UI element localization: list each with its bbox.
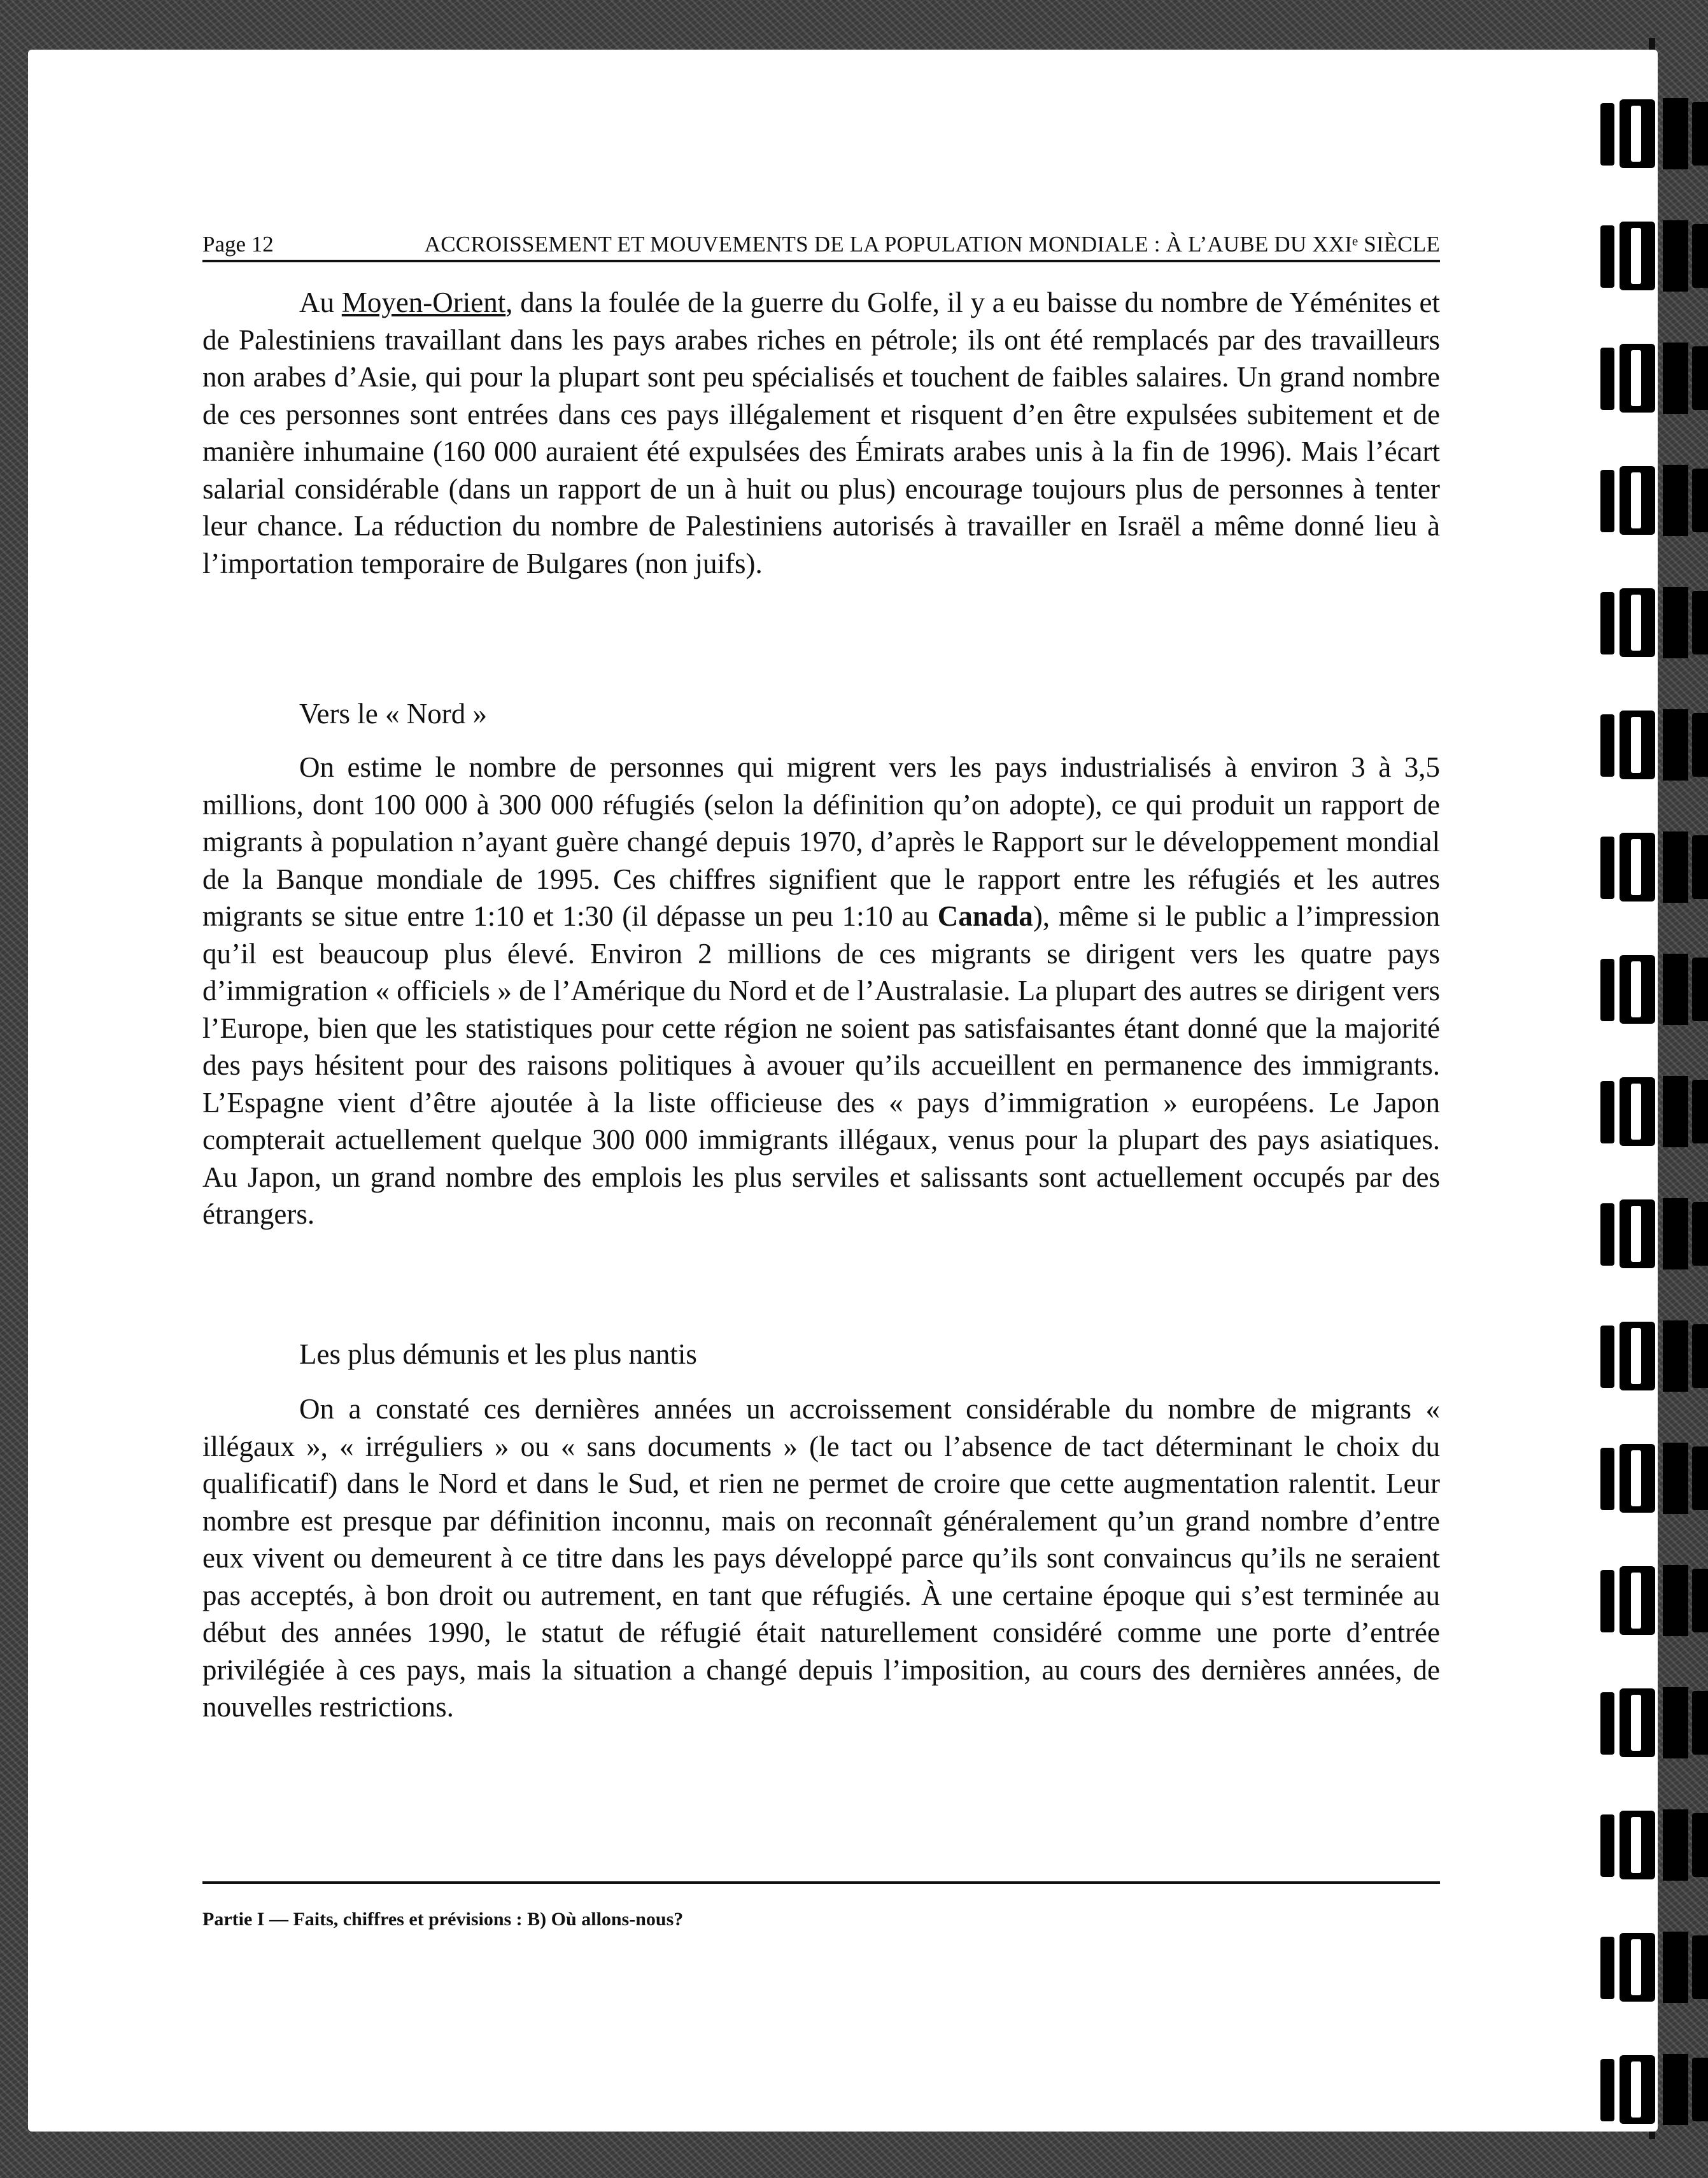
binding-ring <box>1592 1196 1708 1272</box>
binding-ring <box>1592 951 1708 1028</box>
paragraph-lead: Au <box>299 286 342 318</box>
binding-ring <box>1592 2051 1708 2128</box>
section-poorest <box>202 1336 1440 1373</box>
binding-ring <box>1592 1073 1708 1150</box>
binding-ring <box>1592 584 1708 661</box>
paragraph-north <box>202 749 1440 1233</box>
running-title: ACCROISSEMENT ET MOUVEMENTS DE LA POPULATION MONDIALE : À L’AUBE DU XXIᵉ SIÈCLE <box>424 232 1440 257</box>
bold-term: Canada <box>937 900 1033 932</box>
binding-ring <box>1592 340 1708 416</box>
binding-ring <box>1592 707 1708 783</box>
footer-rule <box>202 1881 1440 1884</box>
section-middle-east <box>202 284 1440 582</box>
underlined-term: Moyen-Orient <box>341 286 506 318</box>
page-number: Page 12 <box>202 232 274 257</box>
section-north <box>202 695 1440 732</box>
page-header <box>202 224 1440 262</box>
binding-ring <box>1592 1562 1708 1639</box>
binding-ring <box>1592 1807 1708 1883</box>
paragraph-text: , dans la foulée de la guerre du Golfe, il y a eu baisse du nombre de Yéménites et de Palestiniens travaillant dans les pays arabes riches en pétrole; ils ont été remplacés par des travailleurs non arabes d’Asie, qui pour la plupart sont peu spécialisés et touchent de faibles salaires. Un grand nombre de ces personnes sont entrées dans ces pays illégalement et risquent d’en être expulsées subitement et de manière inhumaine (160 000 auraient été expulsées des Émirats arabes unis à la fin de 1996). Mais l’écart salarial considérable (dans un rapport de un à huit ou plus) encourage toujours plus de personnes à tenter leur chance. La réduction du nombre de Palestiniens autorisés à travailler en Israël a même donné lieu à l’importation temporaire de Bulgares (non juifs). <box>202 286 1441 579</box>
paragraph-text: ), même si le public a l’impression qu’il est beaucoup plus élevé. Environ 2 millions de ces migrants se dirigent vers les quatre pays d’immigration « officiels » de l’Amérique du Nord et de l’Australasie. La plupart des autres se dirigent vers l’Europe, bien que les statistiques pour cette région ne soient pas satisfaisantes étant donné que la majorité des pays hésitent pour des raisons politiques à avouer qu’ils accueillent en permanence des immigrants. L’Espagne vient d’être ajoutée à la liste officieuse des « pays d’immigration » européens. Le Japon compterait actuellement quelque 300 000 immigrants illégaux, venus pour la plupart des pays asiatiques. Au Japon, un grand nombre des emplois les plus serviles et salissants sont actuellement occupés par des étrangers. <box>202 900 1440 1230</box>
binding-ring <box>1592 829 1708 905</box>
binding-ring <box>1592 218 1708 294</box>
section-north-body <box>202 749 1440 1233</box>
binding-ring <box>1592 1318 1708 1394</box>
paragraph-poorest: On a constaté ces dernières années un accroissement considérable du nombre de migrants « illégaux », « irréguliers » ou « sans documents » (le tact ou l’absence de tact déterminant le choix du qualificatif) dans le Nord et dans le Sud, et rien ne permet de croire que cette augmentation ralentit. Leur nombre est presque par définition inconnu, mais on reconnaît généralement qu’un grand nombre d’entre eux vivent ou demeurent à ce titre dans les pays développé parce qu’ils sont convaincus qu’ils ne seraient pas acceptés, à bon droit ou autrement, en tant que réfugiés. À une certaine époque qui s’est terminée au début des années 1990, le statut de réfugié était naturellement considéré comme une porte d’entrée privilégiée à ces pays, mais la situation a changé depuis l’imposition, au cours des dernières années, de nouvelles restrictions. <box>202 1393 1440 1723</box>
paragraph-text: On estime le nombre de personnes qui migrent vers les pays industrialisés à environ 3 à 3,5 millions, dont 100 000 à 300 000 réfugiés (selon la définition qu’on adopte), ce qui produit un rapport de migrants à population n’ayant guère changé depuis 1970, d’après le Rapport sur le développement mondial de la Banque mondiale de 1995. Ces chiffres signifient que le rapport entre les réfugiés et les autres migrants se situe entre 1:10 et 1:30 (il dépasse un peu 1:10 au <box>202 751 1440 932</box>
binding-ring <box>1592 1440 1708 1517</box>
subheading-poorest: Les plus démunis et les plus nantis <box>299 1338 697 1370</box>
subheading-north: Vers le « Nord » <box>299 698 487 730</box>
binding-ring <box>1592 95 1708 172</box>
paragraph-middle-east <box>202 284 1440 582</box>
binding-ring <box>1592 1685 1708 1761</box>
binding-ring <box>1592 462 1708 539</box>
binding-ring <box>1592 1929 1708 2005</box>
spiral-binding <box>1592 95 1708 2152</box>
section-poorest-body <box>202 1390 1440 1726</box>
page-footer: Partie I — Faits, chiffres et prévisions : B) Où allons-nous? <box>202 1909 684 1930</box>
